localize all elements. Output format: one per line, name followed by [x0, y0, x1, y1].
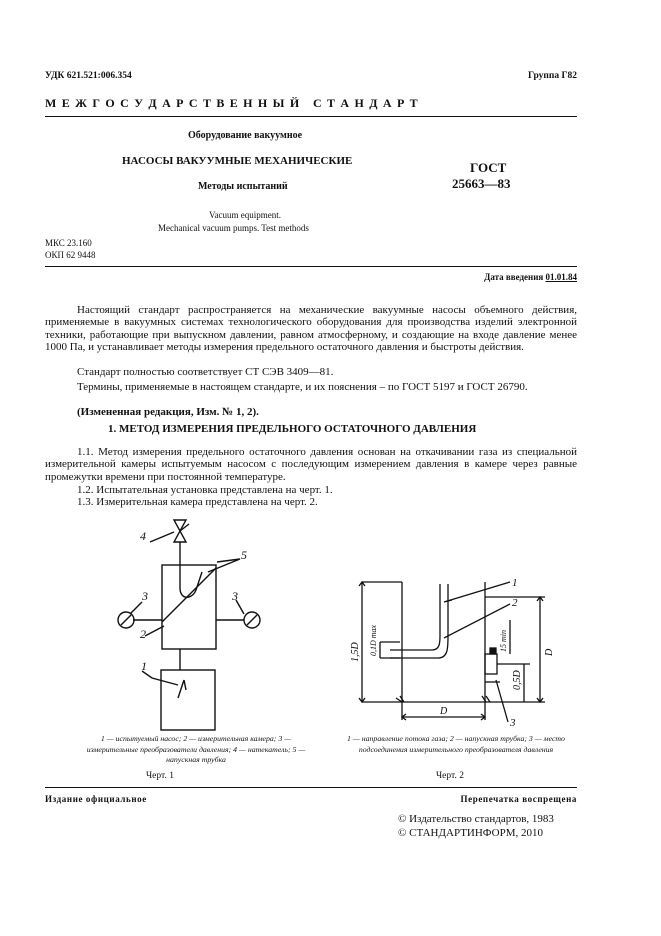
title-en1: Vacuum equipment. [209, 210, 281, 220]
fig2-caption: 1 — направление потока газа; 2 — напускная трубка; 3 — место подсоединения измерительного преобразователя давления [347, 734, 565, 754]
fig2-label-1: 1 [512, 577, 518, 589]
test-pump [161, 670, 215, 730]
copyright-1983: © Издательство стандартов, 1983 [398, 813, 554, 825]
footer-reprint: Перепечатка воспрещена [460, 794, 577, 804]
header-rule [45, 116, 577, 117]
intro-paragraph: Настоящий стандарт распространяется на механические вакуумные насосы объемного действия, применяемые в вакуумных системах технологического оборудования для производства изделий электронной техники, работающие при выпускном давлении, равном атмосферному, и создающие на входе давление менее 1000 Па, и устанавливает методы измерения предельного остаточного давления и быстроты действия. [45, 304, 577, 354]
gost-label: ГОСТ [470, 160, 507, 175]
fig1-label-4: 4 [140, 529, 146, 543]
title-line1: Оборудование вакуумное [188, 130, 303, 141]
footer-rule [45, 787, 577, 788]
clause-1-2: 1.2. Испытательная установка представлена на черт. 1. [77, 484, 333, 496]
measurement-chamber [162, 565, 216, 649]
fig1-title: Черт. 1 [146, 771, 174, 781]
standard-type: М Е Ж Г О С У Д А Р С Т В Е Н Н Ы Й С Т А Н Д А Р Т [45, 96, 419, 110]
copyright-2010: © СТАНДАРТИНФОРМ, 2010 [398, 827, 543, 839]
fig1-label-2: 2 [140, 627, 146, 641]
fig1-label-5: 5 [241, 548, 247, 562]
fig2-dim-0-1d: 0,1D max [369, 624, 378, 656]
title-line3: Методы испытаний [198, 181, 288, 192]
terms-paragraph: Термины, применяемые в настоящем стандарте, и их пояснения – по ГОСТ 5197 и ГОСТ 26790. [77, 381, 528, 393]
udk-code: УДК 621.521:006.354 [45, 71, 132, 81]
amendment-note: (Измененная редакция, Изм. № 1, 2). [77, 406, 259, 418]
fig2-dim-1-5d: 1,5D [350, 642, 361, 662]
group-code: Группа Г82 [528, 71, 577, 81]
codes-block [45, 237, 96, 261]
clause-1-1: 1.1. Метод измерения предельного остаточного давления основан на откачивании газа из специальной измерительной камеры испытуемым насосом с последующим измерением давления в камере через равные промежутки времени при постоянной температуре. [45, 446, 577, 483]
codes-rule [45, 266, 577, 267]
fig1-caption: 1 — испытуемый насос; 2 — измерительная камера; 3 — измерительные преобразователи давления; 4 — натекатель; 5 — напускная трубка [86, 734, 306, 764]
fig1-label-1: 1 [141, 659, 147, 673]
fig2-dim-15min: 15 min [499, 630, 508, 652]
fig1-label-3-left: 3 [142, 589, 148, 603]
intro-date-value: 01.01.84 [545, 272, 577, 282]
mks-code: МКС 23.160 [45, 238, 92, 248]
title-line2: НАСОСЫ ВАКУУМНЫЕ МЕХАНИЧЕСКИЕ [122, 155, 353, 167]
title-en2: Mechanical vacuum pumps. Test methods [158, 223, 309, 233]
gost-number: 25663—83 [452, 176, 511, 191]
fig2-dim-d-bottom: D [440, 706, 448, 717]
footer-official: Издание официальное [45, 794, 147, 804]
section-heading: 1. МЕТОД ИЗМЕРЕНИЯ ПРЕДЕЛЬНОГО ОСТАТОЧНОГО ДАВЛЕНИЯ [108, 423, 477, 435]
figure-1-diagram [90, 510, 280, 735]
fig2-title: Черт. 2 [436, 771, 464, 781]
fig2-label-3: 3 [510, 717, 516, 729]
intro-date-label: Дата введения [484, 272, 544, 282]
fig2-dim-0-5d: 0,5D [512, 670, 523, 690]
fig1-label-3-right: 3 [232, 589, 238, 603]
okp-code: ОКП 62 9448 [45, 250, 96, 260]
intro-date [484, 272, 577, 282]
fig2-label-2: 2 [512, 597, 518, 609]
figure-2-diagram [340, 562, 570, 737]
clause-1-3: 1.3. Измерительная камера представлена на черт. 2. [77, 496, 318, 508]
fig2-dim-d-right: D [544, 648, 555, 656]
compliance-paragraph: Стандарт полностью соответствует СТ СЭВ 3409—81. [77, 366, 334, 378]
